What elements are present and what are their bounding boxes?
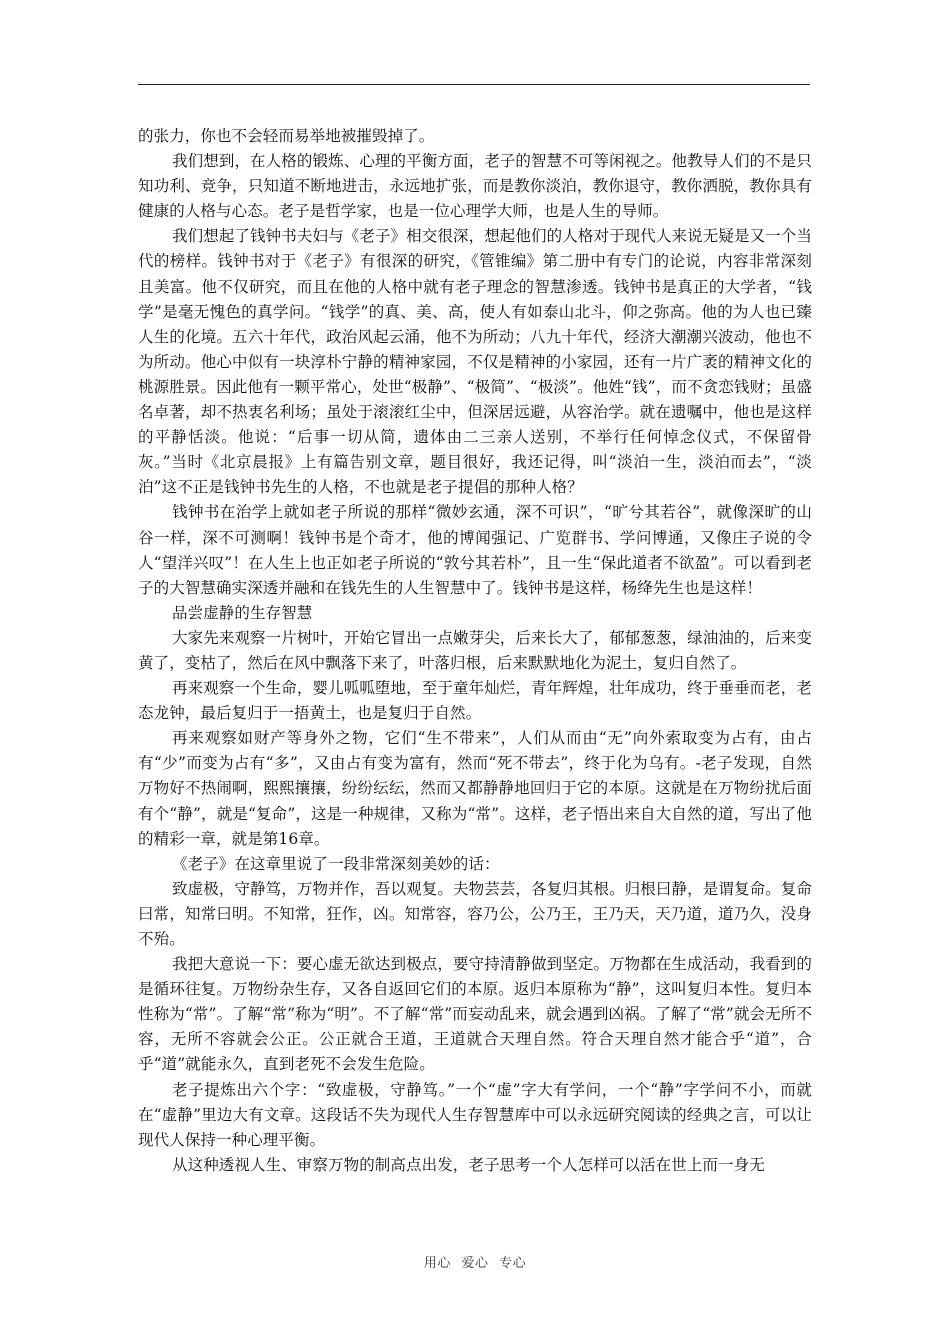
header-rule	[138, 84, 810, 85]
paragraph: 我们想起了钱钟书夫妇与《老子》相交很深，想起他们的人格对于现代人来说无疑是又一个当代的榜样。钱钟书对于《老子》有很深的研究，《管锥编》第二册中有专门的论说，内容非常深刻且美富。他不仅研究，而且在他的人格中就有老子理念的智慧渗透。钱钟书是真正的大学者，“钱学”是毫无愧色的真学问。“钱学”的真、美、高，使人有如泰山北斗，仰之弥高。他的为人也已臻人生的化境。五六十年代，政治风起云涌，他不为所动；八九十年代，经济大潮潮兴波动，他也不为所动。他心中似有一块淳朴宁静的精神家园，不仅是精神的小家园，还有一片广袤的精神文化的桃源胜景。因此他有一颗平常心，处世“极静”、“极简”、“极淡”。他姓“钱”，而不贪恋钱财；虽盛名卓著，却不热衷名利场；虽处于滚滚红尘中，但深居远避，从容治学。就在遗嘱中，他也是这样的平静恬淡。他说：“后事一切从简，遗体由二三亲人送别，不举行任何悼念仪式，不保留骨灰。”当时《北京晨报》上有篇告别文章，题目很好，我还记得，叫“淡泊一生，淡泊而去”，“淡泊”这不正是钱钟书先生的人格，不也就是老子提倡的那种人格？	[138, 227, 812, 497]
paragraph: 大家先来观察一片树叶，开始它冒出一点嫩芽尖，后来长大了，郁郁葱葱，绿油油的，后来变黄了，变枯了，然后在风中飘落下来了，叶落归根，后来默默地化为泥土，复归自然了。	[138, 628, 812, 672]
paragraph: 我把大意说一下：要心虚无欲达到极点，要守持清静做到坚定。万物都在生成活动，我看到的是循环往复。万物纷杂生存，又各自返回它们的本原。返归本原称为“静”，这叫复归本性。复归本性称为“常”。了解“常”称为“明”。不了解“常”而妄动乱来，就会遇到凶祸。了解了“常”就会无所不容，无所不容就会公正。公正就合王道，王道就合天理自然。符合天理自然才能合乎“道”，合乎“道”就能永久，直到老死不会发生危险。	[138, 955, 812, 1074]
document-body	[138, 124, 812, 1178]
paragraph: 钱钟书在治学上就如老子所说的那样“微妙玄通，深不可识”，“旷兮其若谷”，就像深旷的山谷一样，深不可测啊！钱钟书是个奇才，他的博闻强记、广览群书、学问博通，又像庄子说的令人“望洋兴叹”！在人生上也正如老子所说的“敦兮其若朴”，且一生“保此道者不欲盈”。可以看到老子的大智慧确实深透并融和在钱先生的人生智慧中了。钱钟书是这样，杨绛先生也是这样！	[138, 503, 812, 597]
paragraph: 从这种透视人生、审察万物的制高点出发，老子思考一个人怎样可以活在世上而一身无	[172, 1155, 765, 1174]
paragraph: 《老子》在这章里说了一段非常深刻美妙的话：	[172, 854, 500, 873]
paragraph: 老子提炼出六个字：“致虚极，守静笃。”一个“虚”字大有学问，一个“静”字学问不小，而就在“虚静”里边大有文章。这段话不失为现代人生存智慧库中可以永远研究阅读的经典之言，可以让现代人保持一种心理平衡。	[138, 1080, 812, 1149]
quotation: 致虚极，守静笃，万物并作，吾以观复。夫物芸芸，各复归其根。归根曰静，是谓复命。复命曰常，知常曰明。不知常，狂作，凶。知常容，容乃公，公乃王，王乃天，天乃道，道乃久，没身不殆。	[138, 879, 812, 948]
paragraph: 我们想到，在人格的锻炼、心理的平衡方面，老子的智慧不可等闲视之。他教导人们的不是只知功利、竞争，只知道不断地进击，永远地扩张，而是教你淡泊，教你退守，教你洒脱，教你具有健康的人格与心态。老子是哲学家，也是一位心理学大师，也是人生的导师。	[138, 152, 812, 221]
paragraph: 再来观察一个生命，婴儿呱呱堕地，至于童年灿烂，青年辉煌，壮年成功，终于垂垂而老，老态龙钟，最后复归于一捂黄土，也是复归于自然。	[138, 679, 812, 723]
page-footer: 用心 爱心 专心	[423, 1256, 527, 1271]
paragraph: 再来观察如财产等身外之物，它们“生不带来”，人们从而由“无”向外索取变为占有，由占有“少”而变为占有“多”，又由占有变为富有，然而“死不带去”，终于化为乌有。-老子发现，自然万物好不热闹啊，熙熙攘攘，纷纷纭纭，然而又都静静地回归于它的本原。这就是在万物纷扰后面有个“静”，就是“复命”，这是一种规律，又称为“常”。这样，老子悟出来自大自然的道，写出了他的精彩一章，就是第16章。	[138, 729, 812, 848]
paragraph: 的张力，你也不会轻而易举地被摧毁掉了。	[138, 127, 435, 145]
section-heading: 品尝虚静的生存智慧	[172, 603, 313, 622]
